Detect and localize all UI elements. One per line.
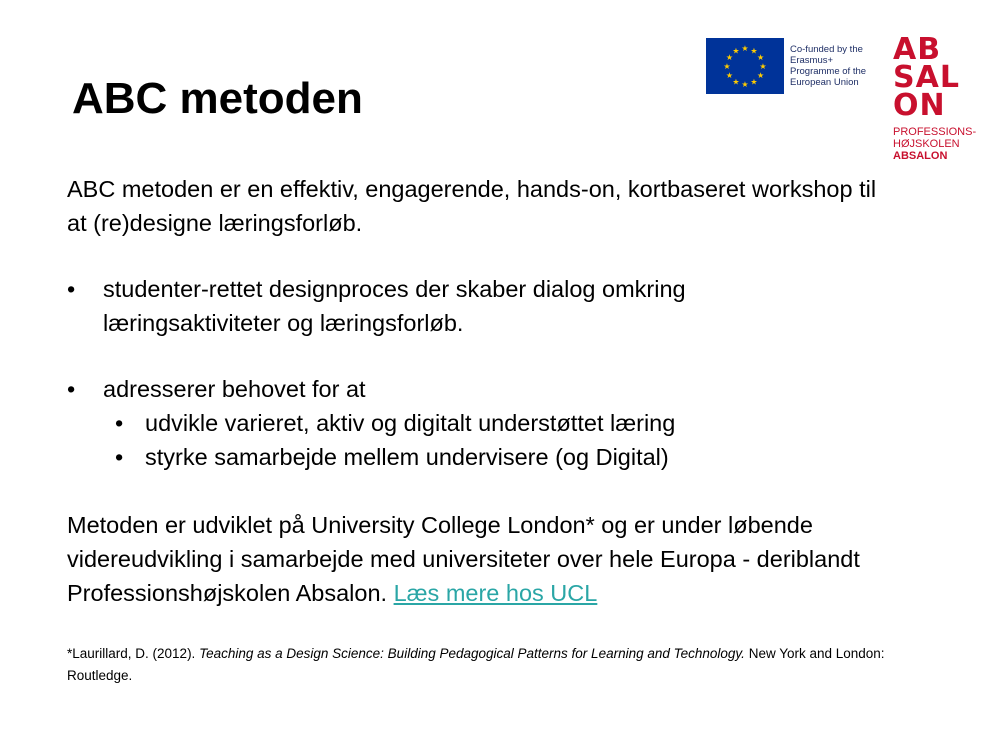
eu-star-icon: ★: [732, 46, 740, 56]
absalon-subtitle: [893, 126, 993, 162]
eu-star-icon: ★: [741, 44, 749, 53]
sub-bullet-container: [67, 406, 867, 474]
bullet-list-2: [67, 372, 867, 474]
reference-authors: *Laurillard, D. (2012).: [67, 646, 200, 661]
eu-star-icon: ★: [757, 53, 765, 62]
absalon-letters-3: ON: [893, 88, 946, 123]
bullet-text: studenter-rettet designproces der skaber dialog omkring læringsaktiviteter og læringsforløb.: [103, 276, 686, 336]
eu-flag-icon: [706, 38, 784, 94]
sub-bullet-text: udvikle varieret, aktiv og digitalt understøttet læring: [145, 410, 676, 436]
bullet-item: [67, 272, 847, 340]
sub-bullet-text: styrke samarbejde mellem undervisere (og Digital): [145, 444, 669, 470]
origin-text: Metoden er udviklet på University College London* og er under løbende videreudvikling i samarbejde med universiteter over hele Europa - deriblandt Professionshøjskolen Absalon.: [67, 512, 860, 606]
eu-star-icon: ★: [725, 71, 733, 80]
absalon-sub-line-2: HØJSKOLEN: [893, 138, 960, 150]
eu-star-icon: ★: [759, 62, 767, 71]
sub-bullet-item: [67, 440, 867, 474]
bullet-marker: •: [115, 444, 124, 470]
eu-erasmus-logo: [706, 37, 881, 95]
bullet-marker: •: [67, 376, 76, 402]
absalon-letters-2: SAL: [893, 60, 960, 95]
reference-publisher: New York and London: Routledge.: [67, 646, 885, 683]
bullet-item: [67, 372, 867, 406]
slide-title: ABC metoden: [72, 74, 363, 123]
bullet-list-1: [67, 272, 847, 340]
sub-bullet-item: [67, 406, 867, 440]
eu-star-icon: ★: [741, 80, 749, 89]
eu-star-icon: ★: [757, 71, 765, 80]
absalon-letters-1: AB: [893, 32, 942, 67]
eu-star-icon: ★: [732, 77, 740, 87]
absalon-logo: [893, 32, 993, 162]
bullet-marker: •: [115, 410, 124, 436]
bullet-text: adresserer behovet for at: [103, 376, 366, 402]
ucl-link[interactable]: Læs mere hos UCL: [393, 580, 598, 606]
eu-star-icon: ★: [750, 77, 758, 87]
origin-paragraph: [67, 508, 967, 610]
reference-title: Teaching as a Design Science: Building Pedagogical Patterns for Learning and Technology.: [199, 646, 745, 661]
absalon-wordmark: [893, 32, 993, 123]
bullet-marker: •: [67, 276, 76, 302]
eu-star-icon: ★: [750, 46, 758, 56]
eu-cofunded-text: Co-funded by the Erasmus+ Programme of the European Union: [790, 44, 867, 88]
sub-bullet-list: [67, 406, 867, 474]
intro-paragraph: ABC metoden er en effektiv, engagerende, hands-on, kortbaseret workshop til at (re)designe læringsforløb.: [67, 176, 877, 236]
eu-star-icon: ★: [725, 53, 733, 62]
eu-star-icon: ★: [723, 62, 731, 71]
absalon-sub-line-3: ABSALON: [893, 150, 948, 162]
reference-citation: [67, 643, 947, 687]
absalon-sub-line-1: PROFESSIONS-: [893, 126, 977, 138]
